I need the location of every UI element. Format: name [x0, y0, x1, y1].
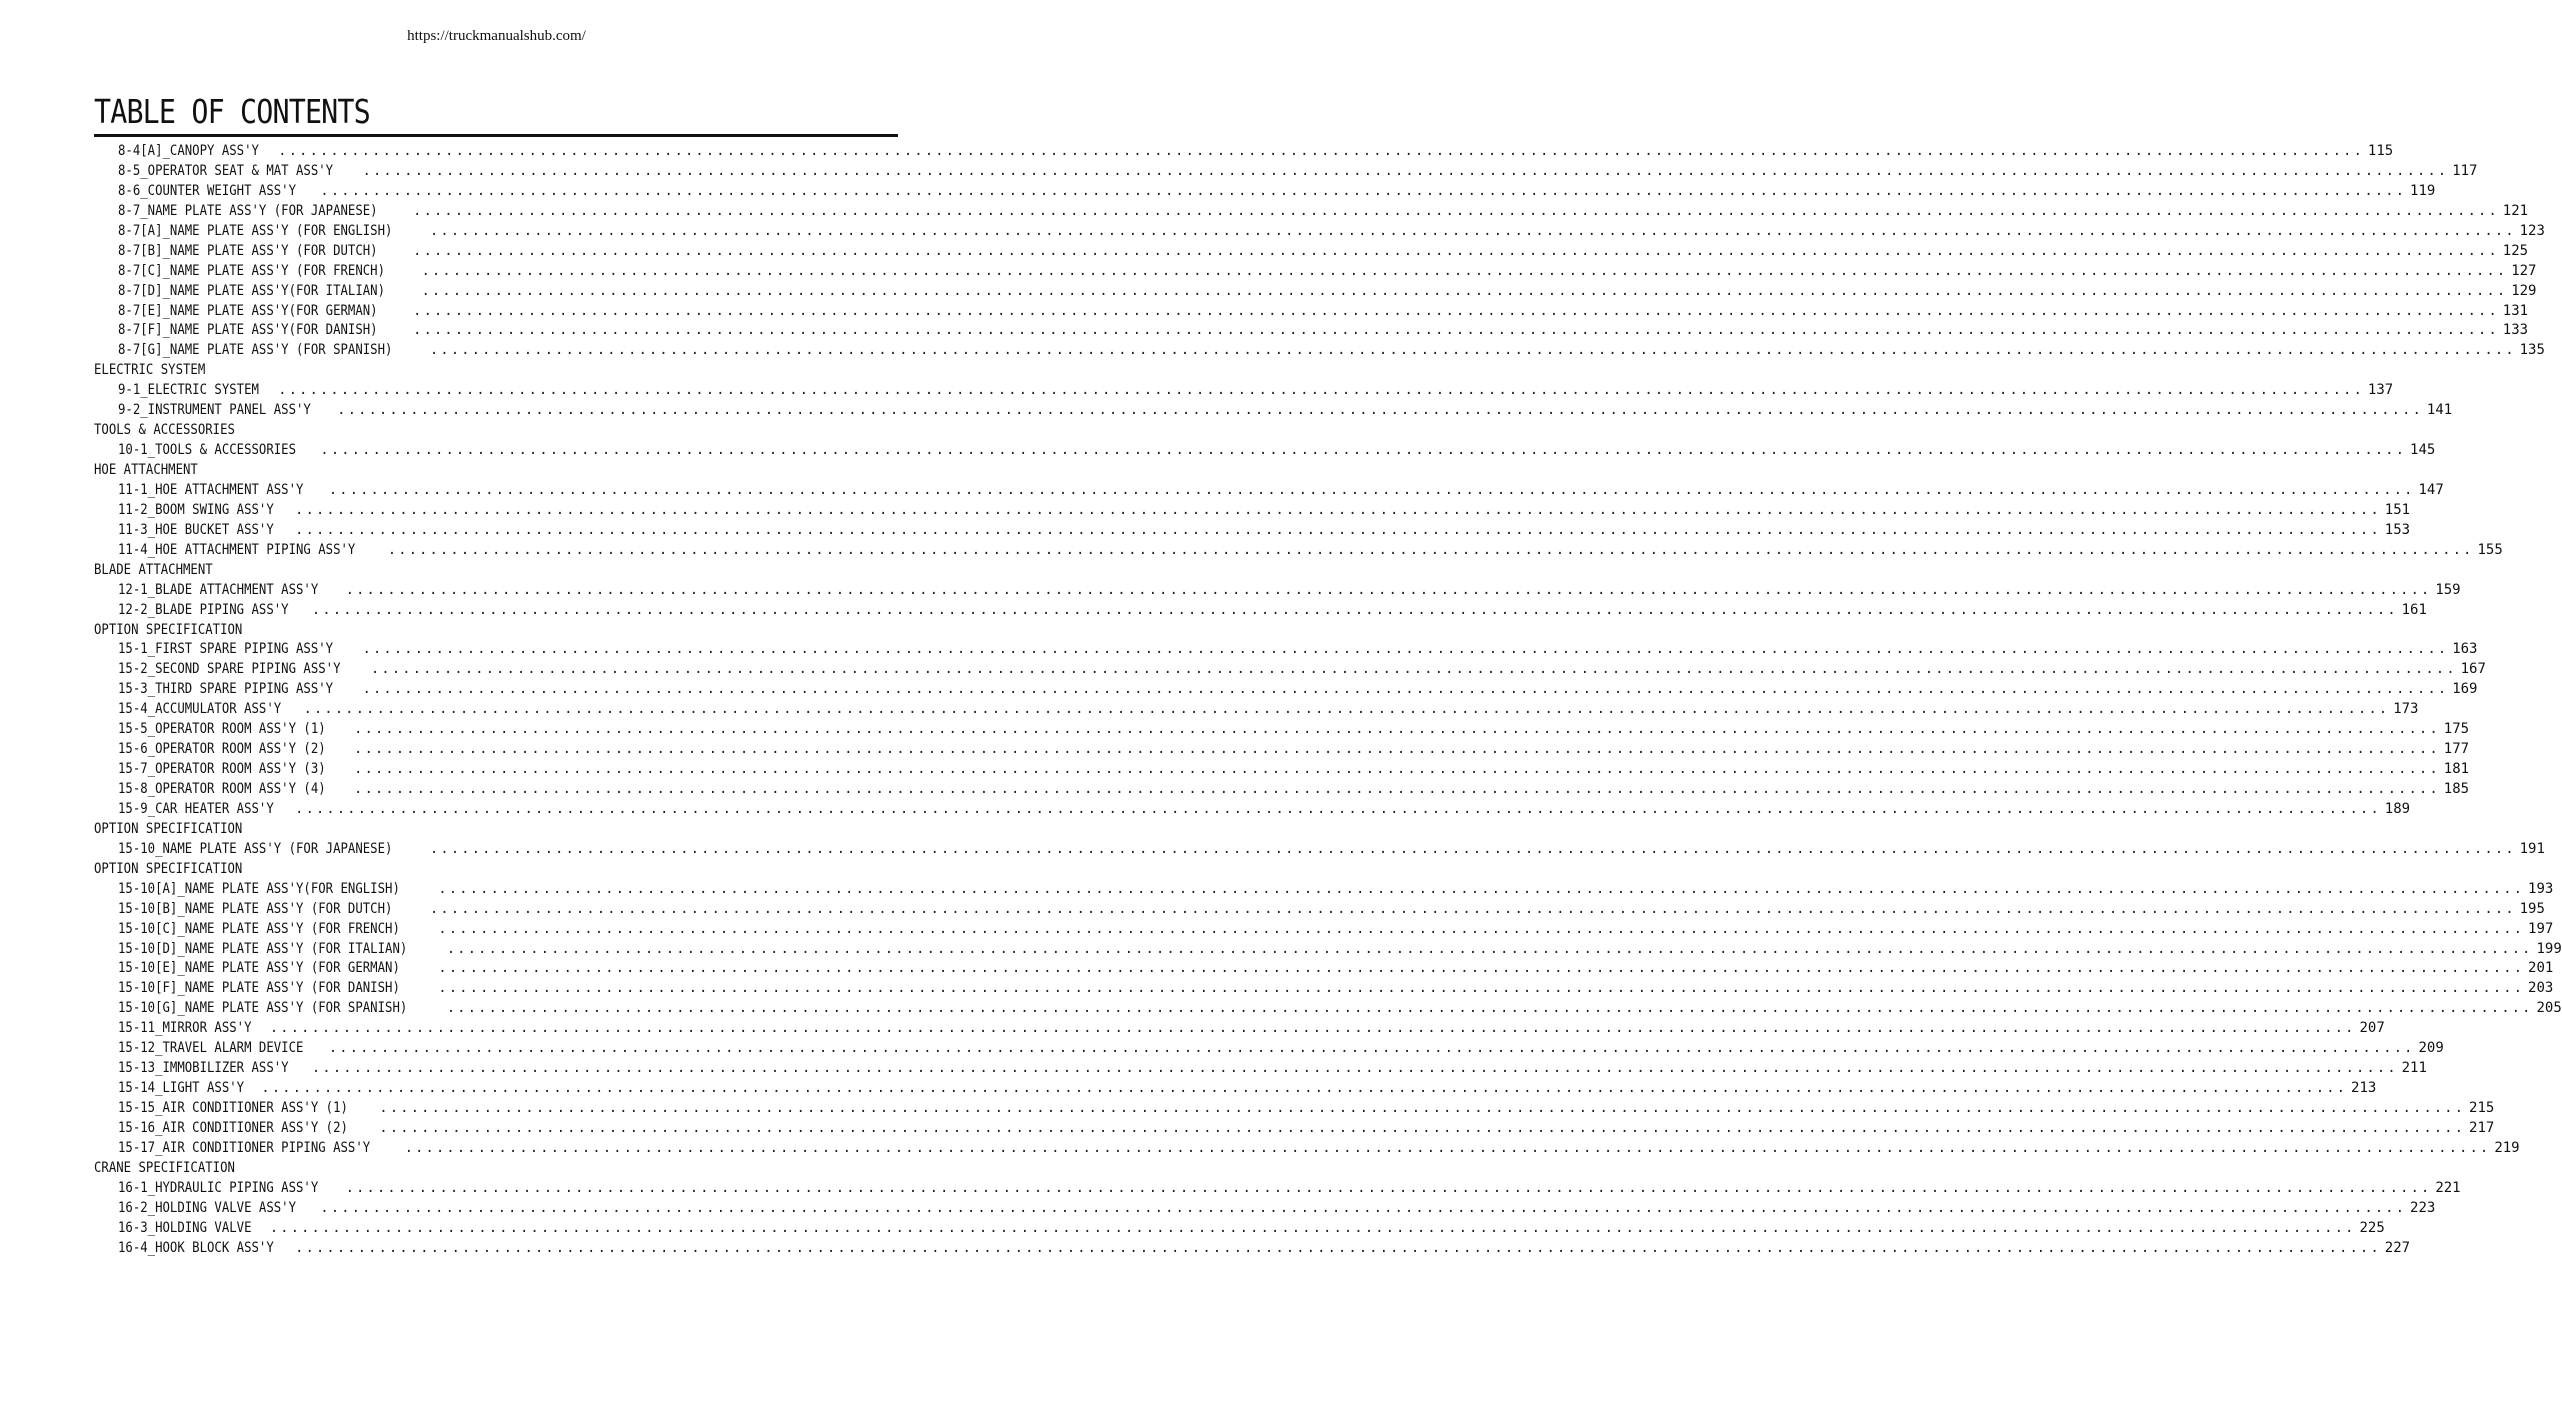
- toc-page-number: 115: [2367, 143, 2394, 159]
- toc-page-number: 167: [2460, 661, 2486, 678]
- toc-entry-label: 15-2_SECOND SPARE PIPING ASS'Y: [118, 661, 341, 678]
- toc-dot-leader: ........................................................................................................................................................................................................: [320, 182, 2407, 199]
- toc-page-number: 219: [2494, 1139, 2520, 1156]
- toc-entry[interactable]: [94, 182, 2436, 202]
- toc-section-heading: [94, 561, 898, 581]
- toc-entry[interactable]: [94, 1079, 2377, 1099]
- toc-entry-label: 12-2_BLADE PIPING ASS'Y: [118, 601, 289, 618]
- toc-dot-leader: ........................................................................................................................................................................................................: [320, 442, 2407, 459]
- toc-entry-label: 15-17_AIR CONDITIONER PIPING ASS'Y: [118, 1139, 371, 1156]
- toc-entry[interactable]: [94, 740, 2470, 760]
- toc-page-number: 197: [2528, 920, 2554, 937]
- toc-page-number: 209: [2418, 1040, 2444, 1057]
- toc-entry-label: 15-5_OPERATOR ROOM ASS'Y (1): [118, 721, 326, 738]
- toc-page-number: 185: [2443, 781, 2470, 797]
- toc-entry-label: 8-7_NAME PLATE ASS'Y (FOR JAPANESE): [118, 202, 378, 219]
- toc-entry[interactable]: [94, 1019, 2385, 1039]
- toc-page-number: 175: [2443, 721, 2470, 738]
- toc-page-number: 161: [2401, 601, 2427, 618]
- toc-entry-label: 8-6_COUNTER WEIGHT ASS'Y: [118, 182, 297, 199]
- toc-entry[interactable]: [94, 760, 2470, 780]
- toc-dot-leader: ........................................................................................................................................................................................................: [354, 741, 2440, 758]
- toc-page-number: 199: [2536, 940, 2562, 957]
- toc-entry-label: 15-7_OPERATOR ROOM ASS'Y (3): [118, 761, 326, 778]
- table-of-contents: [94, 142, 2562, 1259]
- toc-entry[interactable]: [94, 242, 2529, 262]
- toc-dot-leader: ........................................................................................................................................................................................................: [345, 581, 2432, 598]
- toc-entry[interactable]: [94, 900, 2545, 920]
- toc-entry[interactable]: [94, 1119, 2495, 1139]
- toc-entry[interactable]: [94, 940, 2562, 960]
- toc-page-number: 221: [2435, 1179, 2461, 1196]
- toc-entry[interactable]: [94, 501, 2411, 521]
- toc-entry[interactable]: [94, 481, 2444, 501]
- toc-dot-leader: ........................................................................................................................................................................................................: [354, 781, 2440, 797]
- toc-entry[interactable]: [94, 142, 2394, 162]
- toc-page-number: 203: [2528, 980, 2554, 997]
- toc-page-number: 121: [2502, 202, 2529, 219]
- toc-section-heading: [94, 461, 898, 481]
- toc-section-label: OPTION SPECIFICATION: [94, 621, 243, 638]
- toc-entry-label: 15-3_THIRD SPARE PIPING ASS'Y: [118, 681, 334, 698]
- toc-page-number: 155: [2477, 541, 2503, 558]
- toc-entry[interactable]: [94, 541, 2503, 561]
- toc-dot-leader: ........................................................................................................................................................................................................: [261, 1080, 2348, 1097]
- toc-entry[interactable]: [94, 262, 2537, 282]
- toc-section-label: OPTION SPECIFICATION: [94, 820, 243, 837]
- toc-entry-label: 16-1_HYDRAULIC PIPING ASS'Y: [118, 1179, 319, 1196]
- toc-dot-leader: ........................................................................................................................................................................................................: [362, 641, 2449, 658]
- toc-entry[interactable]: [94, 601, 2427, 621]
- toc-dot-leader: ........................................................................................................................................................................................................: [303, 701, 2390, 718]
- toc-page-number: 189: [2384, 800, 2411, 817]
- toc-dot-leader: ........................................................................................................................................................................................................: [295, 1239, 2381, 1256]
- toc-entry[interactable]: [94, 441, 2436, 461]
- toc-page-number: 147: [2418, 481, 2444, 498]
- toc-dot-leader: ........................................................................................................................................................................................................: [278, 143, 2364, 159]
- toc-entry-label: 8-7[E]_NAME PLATE ASS'Y(FOR GERMAN): [118, 302, 378, 319]
- toc-page-number: 159: [2435, 581, 2461, 598]
- toc-entry-label: 15-10[G]_NAME PLATE ASS'Y (FOR SPANISH): [118, 1000, 408, 1017]
- toc-entry[interactable]: [94, 1099, 2495, 1119]
- toc-entry[interactable]: [94, 401, 2453, 421]
- toc-entry[interactable]: [94, 660, 2486, 680]
- toc-section-heading: [94, 421, 898, 441]
- toc-dot-leader: ........................................................................................................................................................................................................: [438, 880, 2525, 897]
- toc-entry[interactable]: [94, 640, 2478, 660]
- toc-dot-leader: ........................................................................................................................................................................................................: [379, 1119, 2466, 1136]
- toc-entry-label: 8-4[A]_CANOPY ASS'Y: [118, 143, 259, 159]
- toc-dot-leader: ........................................................................................................................................................................................................: [328, 481, 2415, 498]
- toc-page-number: 223: [2410, 1199, 2436, 1216]
- toc-entry-label: 15-15_AIR CONDITIONER ASS'Y (1): [118, 1100, 348, 1116]
- toc-entry-label: 8-7[D]_NAME PLATE ASS'Y(FOR ITALIAN): [118, 282, 386, 299]
- toc-entry-label: 8-5_OPERATOR SEAT & MAT ASS'Y: [118, 162, 334, 179]
- toc-page-number: 123: [2519, 222, 2545, 239]
- toc-entry[interactable]: [94, 1199, 2436, 1219]
- toc-section-label: ELECTRIC SYSTEM: [94, 362, 206, 379]
- toc-entry-label: 15-11_MIRROR ASS'Y: [118, 1020, 252, 1037]
- toc-entry[interactable]: [94, 1059, 2427, 1079]
- toc-entry[interactable]: [94, 521, 2411, 541]
- toc-section-heading: [94, 1159, 898, 1179]
- toc-dot-leader: ........................................................................................................................................................................................................: [413, 322, 2499, 339]
- toc-dot-leader: ........................................................................................................................................................................................................: [370, 661, 2457, 678]
- toc-entry[interactable]: [94, 581, 2461, 601]
- toc-entry[interactable]: [94, 780, 2470, 800]
- toc-entry-label: 15-1_FIRST SPARE PIPING ASS'Y: [118, 641, 334, 658]
- toc-entry-label: 15-16_AIR CONDITIONER ASS'Y (2): [118, 1119, 348, 1136]
- toc-entry-label: 11-1_HOE ATTACHMENT ASS'Y: [118, 481, 304, 498]
- toc-entry-label: 11-4_HOE ATTACHMENT PIPING ASS'Y: [118, 541, 356, 558]
- toc-dot-leader: ........................................................................................................................................................................................................: [354, 761, 2440, 778]
- toc-entry[interactable]: [94, 1219, 2385, 1239]
- toc-section-label: CRANE SPECIFICATION: [94, 1159, 235, 1176]
- toc-entry[interactable]: [94, 720, 2470, 740]
- toc-entry[interactable]: [94, 880, 2554, 900]
- toc-entry[interactable]: [94, 222, 2545, 242]
- toc-page-number: 125: [2502, 242, 2529, 259]
- toc-page-number: 181: [2443, 761, 2470, 778]
- toc-entry-label: 15-6_OPERATOR ROOM ASS'Y (2): [118, 741, 326, 758]
- toc-page-number: 207: [2359, 1020, 2385, 1037]
- toc-entry[interactable]: [94, 282, 2537, 302]
- toc-entry-label: 12-1_BLADE ATTACHMENT ASS'Y: [118, 581, 319, 598]
- toc-page-number: 177: [2443, 741, 2470, 758]
- toc-entry[interactable]: [94, 1239, 2411, 1259]
- toc-dot-leader: ........................................................................................................................................................................................................: [379, 1100, 2466, 1116]
- toc-entry-label: 15-10[C]_NAME PLATE ASS'Y (FOR FRENCH): [118, 920, 400, 937]
- title-rule: [94, 134, 898, 137]
- toc-dot-leader: ........................................................................................................................................................................................................: [387, 541, 2474, 558]
- toc-section-label: OPTION SPECIFICATION: [94, 860, 243, 877]
- toc-dot-leader: ........................................................................................................................................................................................................: [320, 1199, 2407, 1216]
- toc-page-number: 141: [2426, 402, 2453, 419]
- toc-dot-leader: ........................................................................................................................................................................................................: [421, 262, 2508, 279]
- toc-entry-label: 15-13_IMMOBILIZER ASS'Y: [118, 1060, 289, 1077]
- toc-dot-leader: ........................................................................................................................................................................................................: [421, 282, 2508, 299]
- toc-page-number: 119: [2410, 182, 2436, 199]
- toc-page-number: 211: [2401, 1060, 2427, 1077]
- toc-entry-label: 16-2_HOLDING VALVE ASS'Y: [118, 1199, 297, 1216]
- toc-entry-label: 16-4_HOOK BLOCK ASS'Y: [118, 1239, 274, 1256]
- toc-page-number: 201: [2528, 960, 2554, 977]
- toc-dot-leader: ........................................................................................................................................................................................................: [413, 302, 2499, 319]
- toc-page-number: 225: [2359, 1219, 2385, 1236]
- toc-entry-label: 15-4_ACCUMULATOR ASS'Y: [118, 701, 282, 718]
- toc-entry-label: 10-1_TOOLS & ACCESSORIES: [118, 442, 297, 459]
- toc-entry-label: 15-14_LIGHT ASS'Y: [118, 1080, 245, 1097]
- toc-entry-label: 8-7[F]_NAME PLATE ASS'Y(FOR DANISH): [118, 322, 378, 339]
- toc-entry[interactable]: [94, 1179, 2461, 1199]
- toc-entry[interactable]: [94, 321, 2529, 341]
- toc-entry[interactable]: [94, 920, 2554, 940]
- toc-page-number: 137: [2367, 382, 2394, 399]
- toc-entry[interactable]: [94, 381, 2394, 401]
- toc-page-number: 133: [2502, 322, 2529, 339]
- toc-entry-label: 15-8_OPERATOR ROOM ASS'Y (4): [118, 781, 326, 797]
- toc-page-number: 163: [2452, 641, 2478, 658]
- toc-entry-label: 15-10[E]_NAME PLATE ASS'Y (FOR GERMAN): [118, 960, 400, 977]
- toc-dot-leader: ........................................................................................................................................................................................................: [295, 800, 2381, 817]
- toc-entry-label: 15-12_TRAVEL ALARM DEVICE: [118, 1040, 304, 1057]
- toc-entry-label: 11-3_HOE BUCKET ASS'Y: [118, 521, 274, 538]
- toc-page-number: 173: [2393, 701, 2419, 718]
- toc-entry[interactable]: [94, 162, 2478, 182]
- toc-page-number: 131: [2502, 302, 2529, 319]
- toc-entry[interactable]: [94, 999, 2562, 1019]
- toc-entry[interactable]: [94, 959, 2554, 979]
- toc-entry[interactable]: [94, 800, 2411, 820]
- toc-dot-leader: ........................................................................................................................................................................................................: [446, 940, 2533, 957]
- toc-entry-label: 15-10[F]_NAME PLATE ASS'Y (FOR DANISH): [118, 980, 400, 997]
- toc-entry[interactable]: [94, 341, 2545, 361]
- toc-dot-leader: ........................................................................................................................................................................................................: [362, 162, 2449, 179]
- toc-dot-leader: ........................................................................................................................................................................................................: [429, 222, 2516, 239]
- toc-dot-leader: ........................................................................................................................................................................................................: [429, 342, 2516, 359]
- toc-entry[interactable]: [94, 202, 2529, 222]
- toc-dot-leader: ........................................................................................................................................................................................................: [413, 202, 2499, 219]
- toc-dot-leader: ........................................................................................................................................................................................................: [354, 721, 2440, 738]
- toc-entry-label: 8-7[A]_NAME PLATE ASS'Y (FOR ENGLISH): [118, 222, 393, 239]
- toc-entry-label: 15-10[A]_NAME PLATE ASS'Y(FOR ENGLISH): [118, 880, 400, 897]
- toc-dot-leader: ........................................................................................................................................................................................................: [278, 382, 2364, 399]
- toc-page-number: 215: [2469, 1100, 2495, 1116]
- toc-entry[interactable]: [94, 840, 2545, 860]
- toc-section-label: TOOLS & ACCESSORIES: [94, 422, 235, 439]
- toc-entry[interactable]: [94, 680, 2478, 700]
- toc-page-number: 227: [2384, 1239, 2411, 1256]
- toc-dot-leader: ........................................................................................................................................................................................................: [429, 840, 2516, 857]
- toc-dot-leader: ........................................................................................................................................................................................................: [429, 900, 2516, 917]
- toc-dot-leader: ........................................................................................................................................................................................................: [404, 1139, 2491, 1156]
- toc-entry-label: 11-2_BOOM SWING ASS'Y: [118, 501, 274, 518]
- toc-page-number: 213: [2351, 1080, 2377, 1097]
- toc-entry-label: 8-7[G]_NAME PLATE ASS'Y (FOR SPANISH): [118, 342, 393, 359]
- toc-dot-leader: ........................................................................................................................................................................................................: [446, 1000, 2533, 1017]
- toc-dot-leader: ........................................................................................................................................................................................................: [438, 960, 2525, 977]
- toc-page-number: 195: [2519, 900, 2545, 917]
- toc-entry-label: 15-10[B]_NAME PLATE ASS'Y (FOR DUTCH): [118, 900, 393, 917]
- toc-dot-leader: ........................................................................................................................................................................................................: [328, 1040, 2415, 1057]
- toc-dot-leader: ........................................................................................................................................................................................................: [413, 242, 2499, 259]
- toc-page-number: 193: [2528, 880, 2554, 897]
- toc-section-label: BLADE ATTACHMENT: [94, 561, 213, 578]
- toc-entry-label: 8-7[C]_NAME PLATE ASS'Y (FOR FRENCH): [118, 262, 386, 279]
- toc-dot-leader: ........................................................................................................................................................................................................: [295, 521, 2381, 538]
- toc-entry-label: 15-10[D]_NAME PLATE ASS'Y (FOR ITALIAN): [118, 940, 408, 957]
- toc-page-number: 145: [2410, 442, 2436, 459]
- toc-section-heading: [94, 621, 898, 641]
- toc-dot-leader: ........................................................................................................................................................................................................: [362, 681, 2449, 698]
- toc-entry[interactable]: [94, 700, 2419, 720]
- toc-entry[interactable]: [94, 1039, 2444, 1059]
- page-title: TABLE OF CONTENTS: [94, 92, 370, 131]
- toc-entry-label: 8-7[B]_NAME PLATE ASS'Y (FOR DUTCH): [118, 242, 378, 259]
- toc-entry[interactable]: [94, 302, 2529, 322]
- toc-page-number: 117: [2452, 162, 2478, 179]
- toc-entry[interactable]: [94, 979, 2554, 999]
- toc-page-number: 129: [2511, 282, 2537, 299]
- toc-section-heading: [94, 361, 898, 381]
- toc-page-number: 217: [2469, 1119, 2495, 1136]
- toc-page-number: 169: [2452, 681, 2478, 698]
- toc-entry-label: 9-1_ELECTRIC SYSTEM: [118, 382, 259, 399]
- toc-dot-leader: ........................................................................................................................................................................................................: [311, 601, 2398, 618]
- toc-page-number: 135: [2519, 342, 2545, 359]
- toc-entry-label: 15-9_CAR HEATER ASS'Y: [118, 800, 274, 817]
- toc-entry[interactable]: [94, 1139, 2520, 1159]
- toc-dot-leader: ........................................................................................................................................................................................................: [345, 1179, 2432, 1196]
- toc-page-number: 191: [2519, 840, 2545, 857]
- toc-page-number: 205: [2536, 1000, 2562, 1017]
- toc-page-number: 151: [2384, 501, 2411, 518]
- toc-section-heading: [94, 860, 898, 880]
- toc-dot-leader: ........................................................................................................................................................................................................: [269, 1020, 2356, 1037]
- toc-entry-label: 15-10_NAME PLATE ASS'Y (FOR JAPANESE): [118, 840, 393, 857]
- toc-dot-leader: ........................................................................................................................................................................................................: [269, 1219, 2356, 1236]
- toc-dot-leader: ........................................................................................................................................................................................................: [337, 402, 2423, 419]
- toc-entry-label: 9-2_INSTRUMENT PANEL ASS'Y: [118, 402, 311, 419]
- toc-dot-leader: ........................................................................................................................................................................................................: [295, 501, 2381, 518]
- toc-page-number: 127: [2511, 262, 2537, 279]
- toc-section-label: HOE ATTACHMENT: [94, 462, 198, 478]
- toc-dot-leader: ........................................................................................................................................................................................................: [438, 980, 2525, 997]
- toc-page-number: 153: [2384, 521, 2411, 538]
- source-url[interactable]: https://truckmanualshub.com/: [407, 28, 586, 44]
- toc-dot-leader: ........................................................................................................................................................................................................: [438, 920, 2525, 937]
- toc-entry-label: 16-3_HOLDING VALVE: [118, 1219, 252, 1236]
- toc-dot-leader: ........................................................................................................................................................................................................: [311, 1060, 2398, 1077]
- toc-section-heading: [94, 820, 898, 840]
